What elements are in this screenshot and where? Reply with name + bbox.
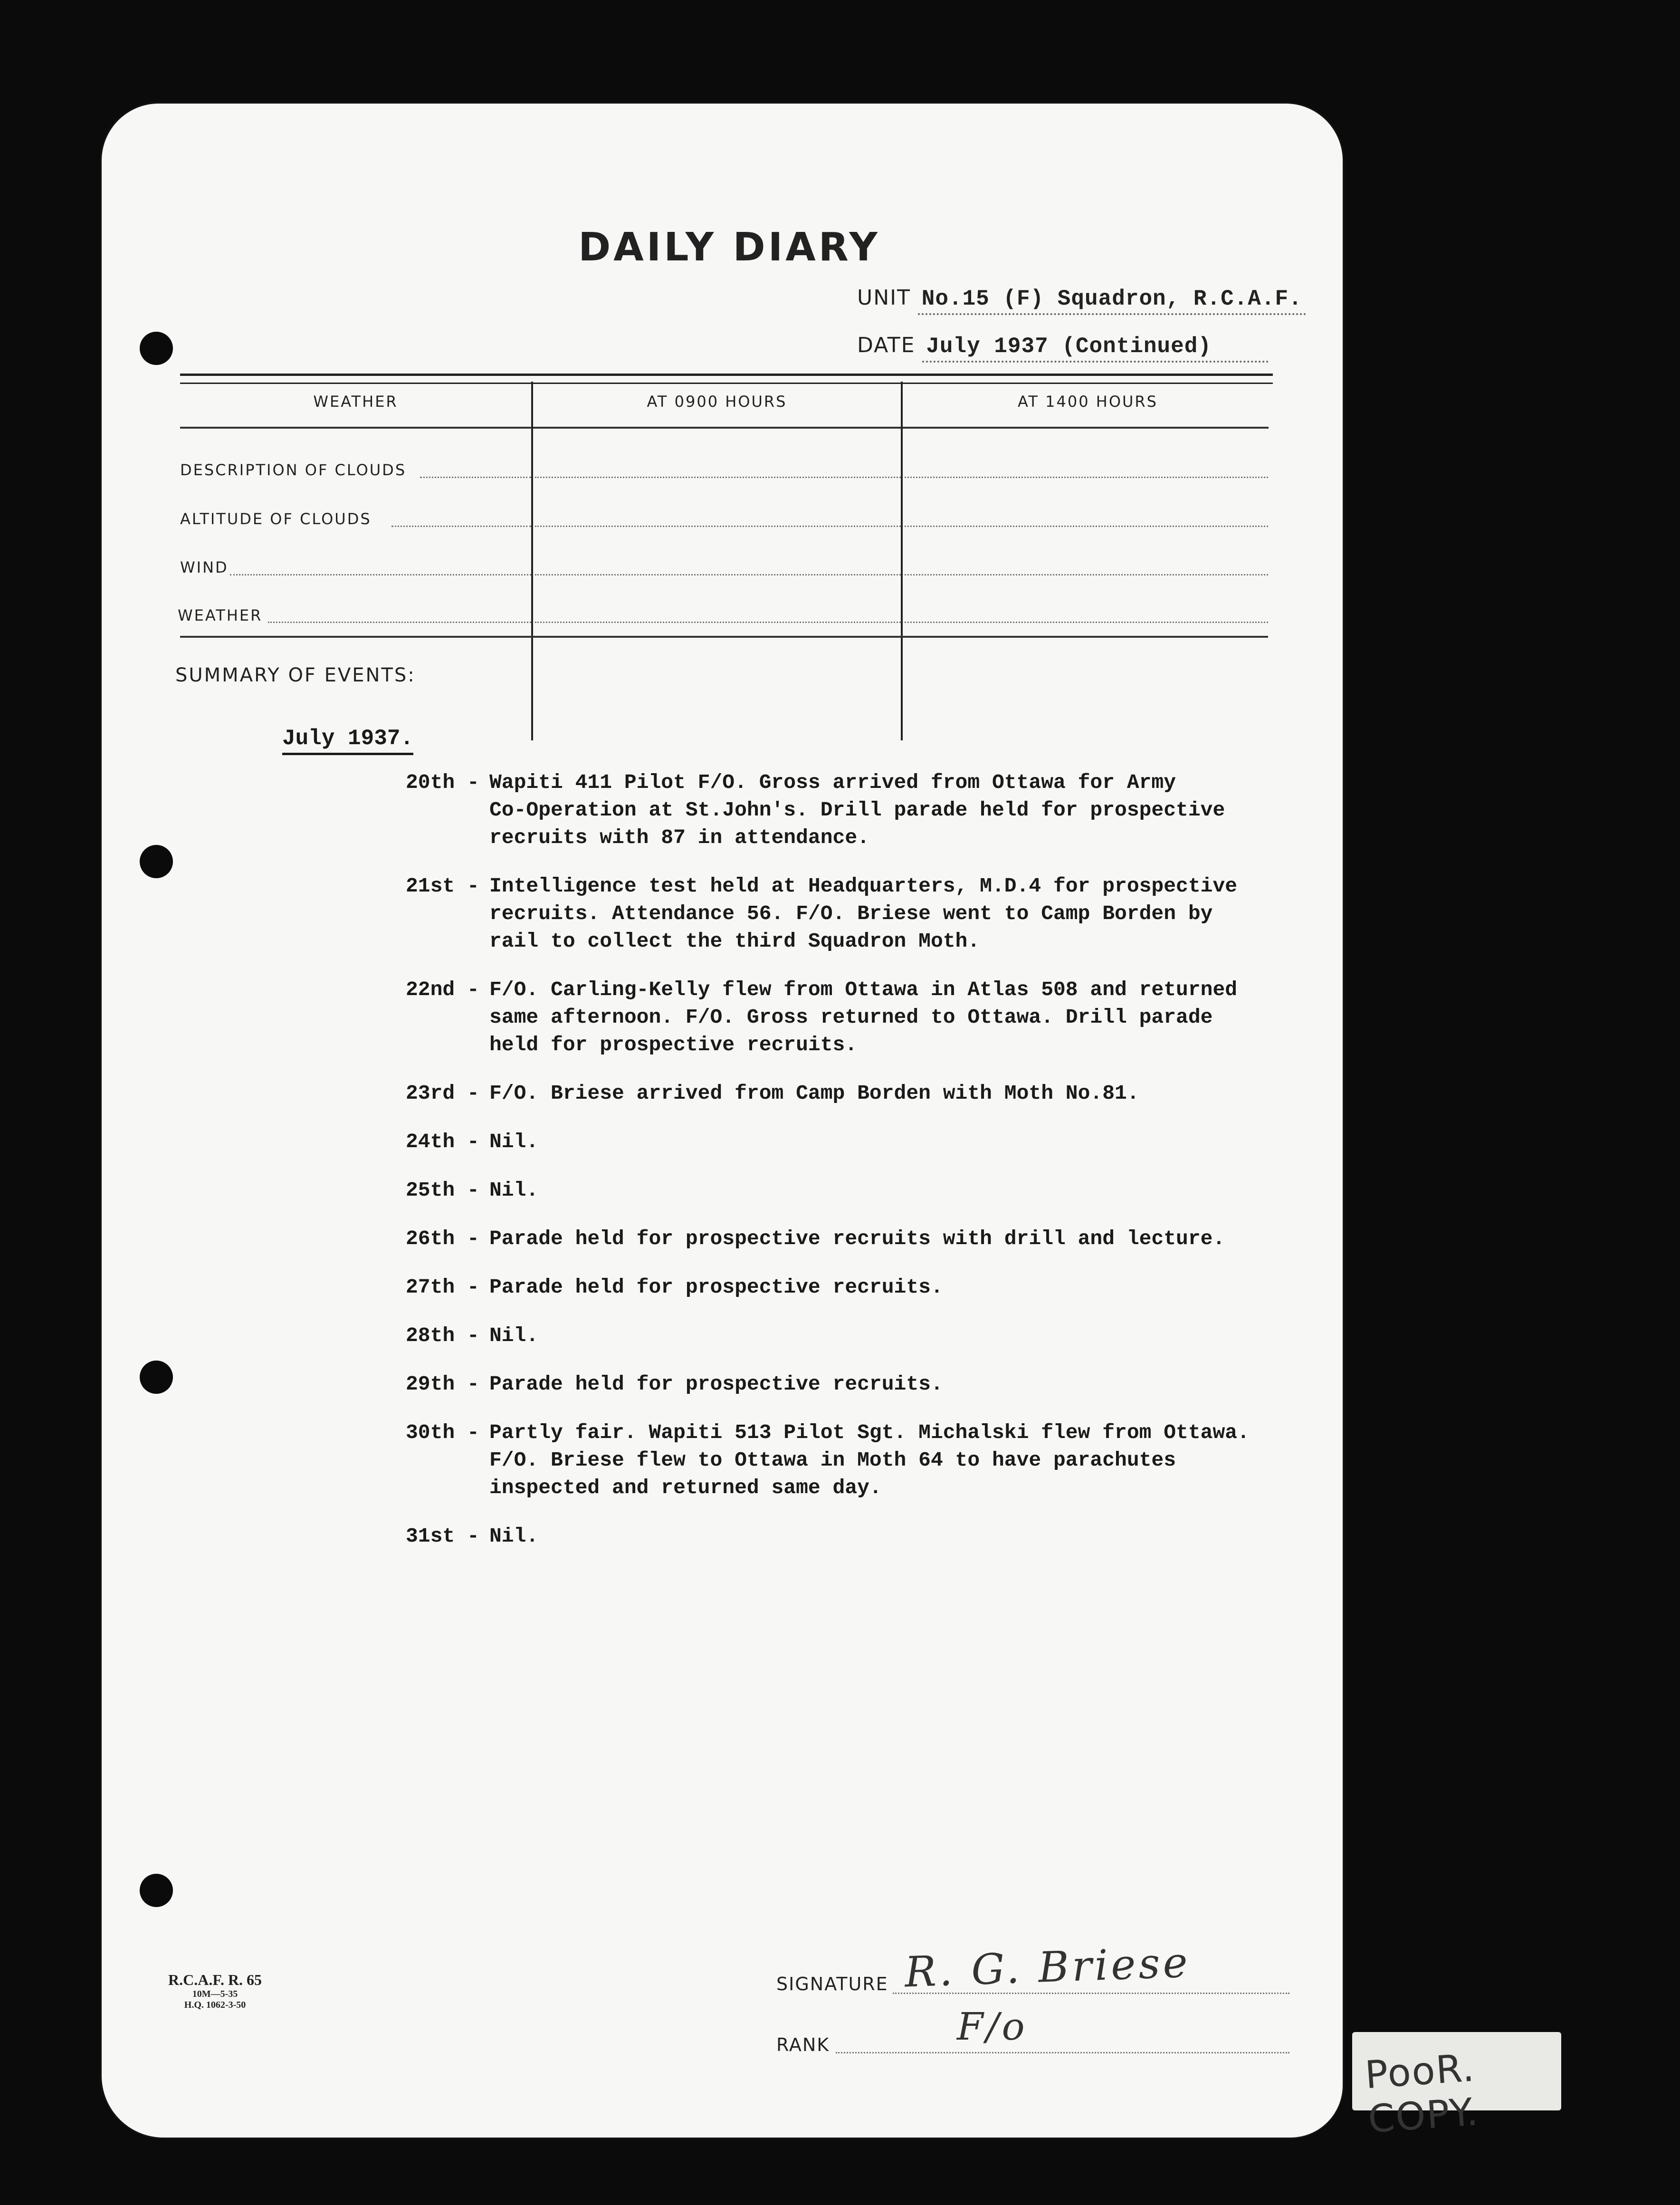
entry-text: Parade held for prospective recruits with drill and lecture.	[489, 1227, 1225, 1250]
entry-day: 22nd -	[406, 978, 479, 1001]
entry-day: 21st -	[406, 874, 479, 898]
entry-20th	[406, 769, 1285, 852]
dotted-line	[535, 526, 901, 527]
entry-text: Wapiti 411 Pilot F/O. Gross arrived from Ottawa for Army Co-Operation at St.John's. Drill parade held for prospective recruits with 87 in attendance.	[489, 771, 1225, 849]
entry-text: Parade held for prospective recruits.	[489, 1372, 943, 1396]
punch-hole	[140, 1361, 173, 1394]
dotted-line	[535, 477, 901, 478]
dotted-line	[535, 574, 901, 575]
form-number-line1: R.C.A.F. R. 65	[168, 1971, 262, 1988]
summary-month	[282, 726, 413, 751]
entry-day: 27th -	[406, 1275, 479, 1299]
dotted-line	[905, 477, 1268, 478]
unit-value: No.15 (F) Squadron, R.C.A.F.	[918, 287, 1306, 315]
dotted-line	[268, 622, 531, 623]
col-1400: AT 1400 HOURS	[1018, 393, 1158, 411]
dotted-line	[905, 574, 1268, 575]
punch-hole	[140, 332, 173, 365]
table-divider	[901, 382, 903, 740]
rank-label: RANK	[776, 2034, 830, 2055]
entry-25th	[406, 1177, 1285, 1204]
month-label: July 1937.	[282, 726, 413, 755]
form-number	[168, 1971, 262, 2011]
entry-text: F/O. Briese arrived from Camp Borden with Moth No.81.	[489, 1082, 1139, 1105]
entry-text: F/O. Carling-Kelly flew from Ottawa in Atlas 508 and returned same afternoon. F/O. Gross returned to Ottawa. Drill parade held for prospective recruits.	[489, 978, 1238, 1056]
entry-23rd	[406, 1080, 1285, 1107]
date-field	[857, 332, 1269, 363]
entry-day: 25th -	[406, 1179, 479, 1202]
entry-day: 26th -	[406, 1227, 479, 1250]
entry-day: 30th -	[406, 1421, 479, 1444]
entry-text: Nil.	[489, 1524, 539, 1548]
rank-line	[836, 2052, 1289, 2053]
form-number-line2: 10M—5-35	[192, 1989, 238, 1999]
handwritten-rank: F/o	[957, 2004, 1028, 2049]
entry-text: Partly fair. Wapiti 513 Pilot Sgt. Michalski flew from Ottawa. F/O. Briese flew to Ottawa in Moth 64 to have parachutes inspected and returned same day.	[489, 1421, 1250, 1499]
col-0900: AT 0900 HOURS	[647, 393, 787, 411]
handwritten-signature: R. G. Briese	[904, 1937, 1192, 1997]
unit-field	[857, 284, 1306, 315]
entry-text: Nil.	[489, 1324, 539, 1347]
dotted-line	[420, 477, 531, 478]
entry-day: 31st -	[406, 1524, 479, 1548]
entry-30th	[406, 1419, 1285, 1502]
form-number-line3: H.Q. 1062-3-50	[184, 2000, 246, 2010]
date-value: July 1937 (Continued)	[922, 334, 1269, 363]
entry-text: Intelligence test held at Headquarters, M.D.4 for prospective recruits. Attendance 56. F/O. Briese went to Camp Borden by rail to collect the third Squadron Moth.	[489, 874, 1238, 953]
dotted-line	[391, 526, 531, 527]
date-label: DATE	[857, 333, 916, 357]
diary-page	[102, 104, 1343, 2138]
row-wind: WIND	[180, 558, 229, 576]
entry-day: 28th -	[406, 1324, 479, 1347]
stamp-text: PooR. COPY.	[1364, 2045, 1480, 2142]
entry-text: Nil.	[489, 1130, 539, 1153]
entry-22nd	[406, 976, 1285, 1059]
entry-day: 20th -	[406, 771, 479, 794]
entry-text: Parade held for prospective recruits.	[489, 1275, 943, 1299]
unit-label: UNIT	[857, 286, 911, 310]
entry-21st	[406, 872, 1285, 955]
header-rule	[533, 427, 901, 429]
summary-heading: SUMMARY OF EVENTS:	[175, 664, 416, 686]
row-weather: WEATHER	[178, 606, 263, 624]
entry-28th	[406, 1322, 1285, 1350]
row-altitude-of-clouds: ALTITUDE OF CLOUDS	[180, 510, 372, 528]
entry-31st	[406, 1523, 1285, 1550]
entry-26th	[406, 1225, 1285, 1253]
dotted-line	[230, 574, 531, 575]
entry-day: 24th -	[406, 1130, 479, 1153]
entry-27th	[406, 1274, 1285, 1301]
signature-label: SIGNATURE	[776, 1974, 888, 1994]
dotted-line	[535, 622, 901, 623]
dotted-line	[905, 526, 1268, 527]
entry-day: 23rd -	[406, 1082, 479, 1105]
page-title: DAILY DIARY	[578, 225, 880, 270]
row-description-of-clouds: DESCRIPTION OF CLOUDS	[180, 461, 407, 479]
table-divider	[531, 382, 533, 740]
header-rule	[180, 427, 532, 429]
entry-day: 29th -	[406, 1372, 479, 1396]
punch-hole	[140, 1874, 173, 1907]
entry-29th	[406, 1371, 1285, 1398]
dotted-line	[905, 622, 1268, 623]
table-top-rule	[180, 374, 1273, 384]
poor-copy-stamp	[1352, 2032, 1561, 2142]
header-rule	[903, 427, 1269, 429]
entry-24th	[406, 1128, 1285, 1156]
table-bottom-rule	[180, 636, 1268, 638]
entry-text: Nil.	[489, 1179, 539, 1202]
event-entries	[406, 769, 1285, 1571]
col-weather: WEATHER	[313, 393, 398, 411]
punch-hole	[140, 845, 173, 878]
